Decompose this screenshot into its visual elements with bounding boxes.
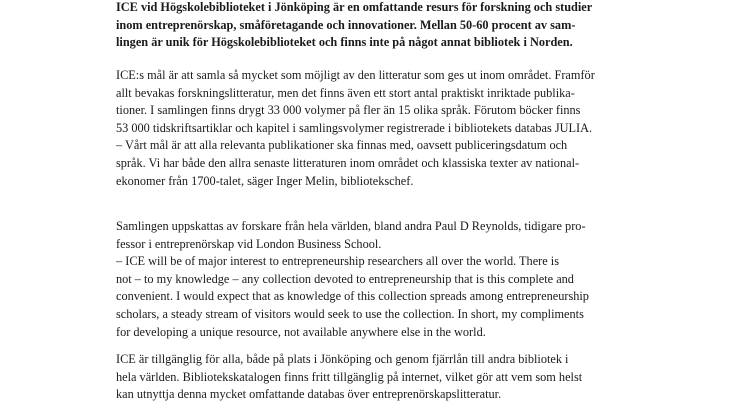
quote-paragraph [116, 218, 589, 341]
text-line: not – to my knowledge – any collection devoted to entrepreneurship that is this complete and [116, 271, 574, 286]
text-line: inom entreprenörskap, småföretagande och innovationer. Mellan 50-60 procent av sam- [116, 17, 576, 32]
text-line: ICE är tillgänglig för alla, både på plats i Jönköping och genom fjärrlån till andra bibliotek i [116, 352, 569, 366]
text-line: convenient. I would expect that as knowledge of this collection spreads among entrepreneurship [116, 289, 589, 304]
text-line: ICE vid Högskolebiblioteket i Jönköping är en omfattande resurs för forskning och studier [116, 0, 593, 14]
text-line: språk. Vi har både den allra senaste litteraturen inom området och klassiska texter av national- [116, 155, 580, 170]
text-line: – Vårt mål är att alla relevanta publikationer ska finnas med, oavsett publiceringsdatum och [116, 138, 568, 153]
text-line: lingen är unik för Högskolebiblioteket och finns inte på något annat bibliotek i Norden. [116, 35, 573, 50]
text-line: ekonomer från 1700-talet, säger Inger Melin, bibliotekschef. [116, 173, 414, 188]
text-line: – ICE will be of major interest to entrepreneurship researchers all over the world. There is [116, 254, 559, 269]
text-line: kan utnyttja denna mycket omfattande databas över entreprenörskapslitteratur. [116, 387, 502, 402]
text-line: hela världen. Bibliotekskatalogen finns fritt tillgänglig på internet, vilket gör att vem som helst [116, 369, 583, 384]
text-line: 53 000 tidskriftsartiklar och kapitel i samlingsvolymer registrerade i bibliotekets databas JULIA. [116, 120, 593, 135]
text-line: scholars, a steady stream of visitors would seek to use the collection. In short, my compliments [116, 306, 584, 321]
text-line: fessor i entreprenörskap vid London Business School. [116, 236, 382, 251]
intro-paragraph [116, 0, 592, 52]
text-line: ICE:s mål är att samla så mycket som möjligt av den litteratur som ges ut inom området. Framför [116, 68, 595, 82]
text-line: allt bevakas forskningslitteratur, men det finns även ett stort antal praktiskt inriktade publika- [116, 85, 575, 100]
collection-paragraph [116, 67, 595, 190]
text-line: tioner. I samlingen finns drygt 33 000 volymer på fler än 15 olika språk. Förutom böcker finns [116, 103, 581, 118]
text-line: for developing a unique resource, not available anywhere else in the world. [116, 324, 486, 339]
text-line: Samlingen uppskattas av forskare från hela världen, bland andra Paul D Reynolds, tidigare pro- [116, 219, 586, 233]
availability-paragraph [116, 351, 582, 404]
